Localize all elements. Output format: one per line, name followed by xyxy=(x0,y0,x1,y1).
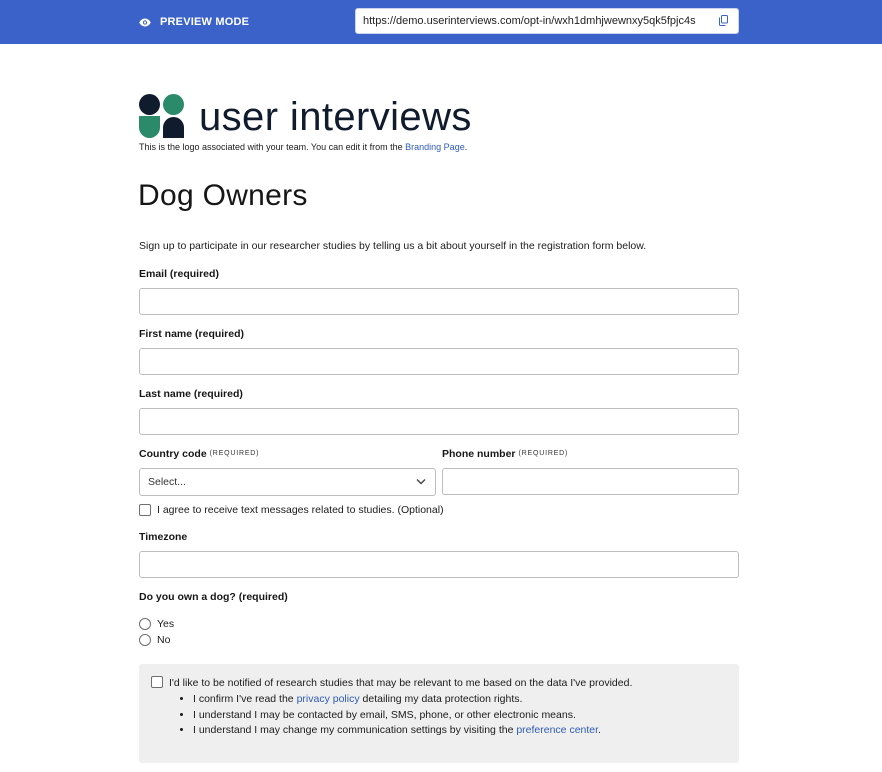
phone-label-text: Phone number xyxy=(442,448,516,460)
email-label: Email (required) xyxy=(139,268,219,280)
logo-note-text: This is the logo associated with your team. You can edit it from the xyxy=(139,142,406,152)
branding-page-link[interactable]: Branding Page xyxy=(405,142,465,152)
country-code-required-tag: (REQUIRED) xyxy=(209,450,260,457)
eye-icon xyxy=(139,18,151,27)
preview-url-field[interactable] xyxy=(355,8,739,34)
copy-icon[interactable] xyxy=(719,15,728,26)
consent-term-settings-prefix: I understand I may change my communication settings by visiting the xyxy=(193,724,517,736)
preview-mode-label: PREVIEW MODE xyxy=(160,16,250,28)
timezone-label: Timezone xyxy=(139,531,188,543)
email-field[interactable] xyxy=(139,288,739,315)
preference-center-link[interactable]: preference center xyxy=(516,724,599,736)
consent-term-privacy-suffix: detailing my data protection rights. xyxy=(359,693,523,705)
logo-note xyxy=(139,142,467,152)
preview-bar xyxy=(0,0,882,44)
page-title: Dog Owners xyxy=(138,179,308,212)
last-name-field[interactable] xyxy=(139,408,739,435)
sms-consent-label: I agree to receive text messages related to studies. (Optional) xyxy=(157,504,444,516)
research-consent-label: I'd like to be notified of research studies that may be relevant to me based on the data I've provided. xyxy=(169,677,633,689)
consent-term-contact: • I understand I may be contacted by email, SMS, phone, or other electronic means. xyxy=(193,709,601,725)
research-consent-checkbox[interactable] xyxy=(151,676,163,688)
dog-no-label: No xyxy=(157,634,171,646)
dog-yes-label: Yes xyxy=(157,618,175,630)
team-logo xyxy=(139,94,184,138)
consent-term-privacy xyxy=(193,693,601,709)
country-code-label xyxy=(139,448,259,460)
privacy-policy-link[interactable]: privacy policy xyxy=(296,693,360,705)
first-name-field[interactable] xyxy=(139,348,739,375)
last-name-label: Last name (required) xyxy=(139,388,243,400)
consent-term-settings-suffix: . xyxy=(598,724,601,736)
consent-term-settings xyxy=(193,724,601,740)
phone-number-field[interactable] xyxy=(442,468,739,495)
team-wordmark: user interviews xyxy=(199,95,472,139)
country-code-select[interactable] xyxy=(139,468,436,496)
intro-text: Sign up to participate in our researcher studies by telling us a bit about yourself in the registration form below. xyxy=(139,240,647,252)
phone-label xyxy=(442,448,568,460)
consent-terms-list xyxy=(193,693,601,740)
dog-no-radio[interactable] xyxy=(139,634,151,646)
preview-url-text: https://demo.userinterviews.com/opt-in/wxh1dmhjwewnxy5qk5fpjc4s xyxy=(363,15,696,27)
consent-term-privacy-prefix: I confirm I've read the xyxy=(193,693,297,705)
dog-question-label: Do you own a dog? (required) xyxy=(139,591,288,603)
timezone-field[interactable] xyxy=(139,551,739,578)
chevron-down-icon xyxy=(416,478,426,485)
logo-note-suffix: . xyxy=(464,142,468,152)
preview-mode-indicator xyxy=(139,14,249,30)
first-name-label: First name (required) xyxy=(139,328,245,340)
sms-consent-checkbox[interactable] xyxy=(139,504,151,516)
country-code-label-text: Country code xyxy=(139,448,207,460)
country-code-selected-value: Select... xyxy=(148,476,186,488)
research-consent-panel xyxy=(139,664,739,763)
dog-yes-radio[interactable] xyxy=(139,618,151,630)
phone-required-tag: (REQUIRED) xyxy=(518,450,569,457)
